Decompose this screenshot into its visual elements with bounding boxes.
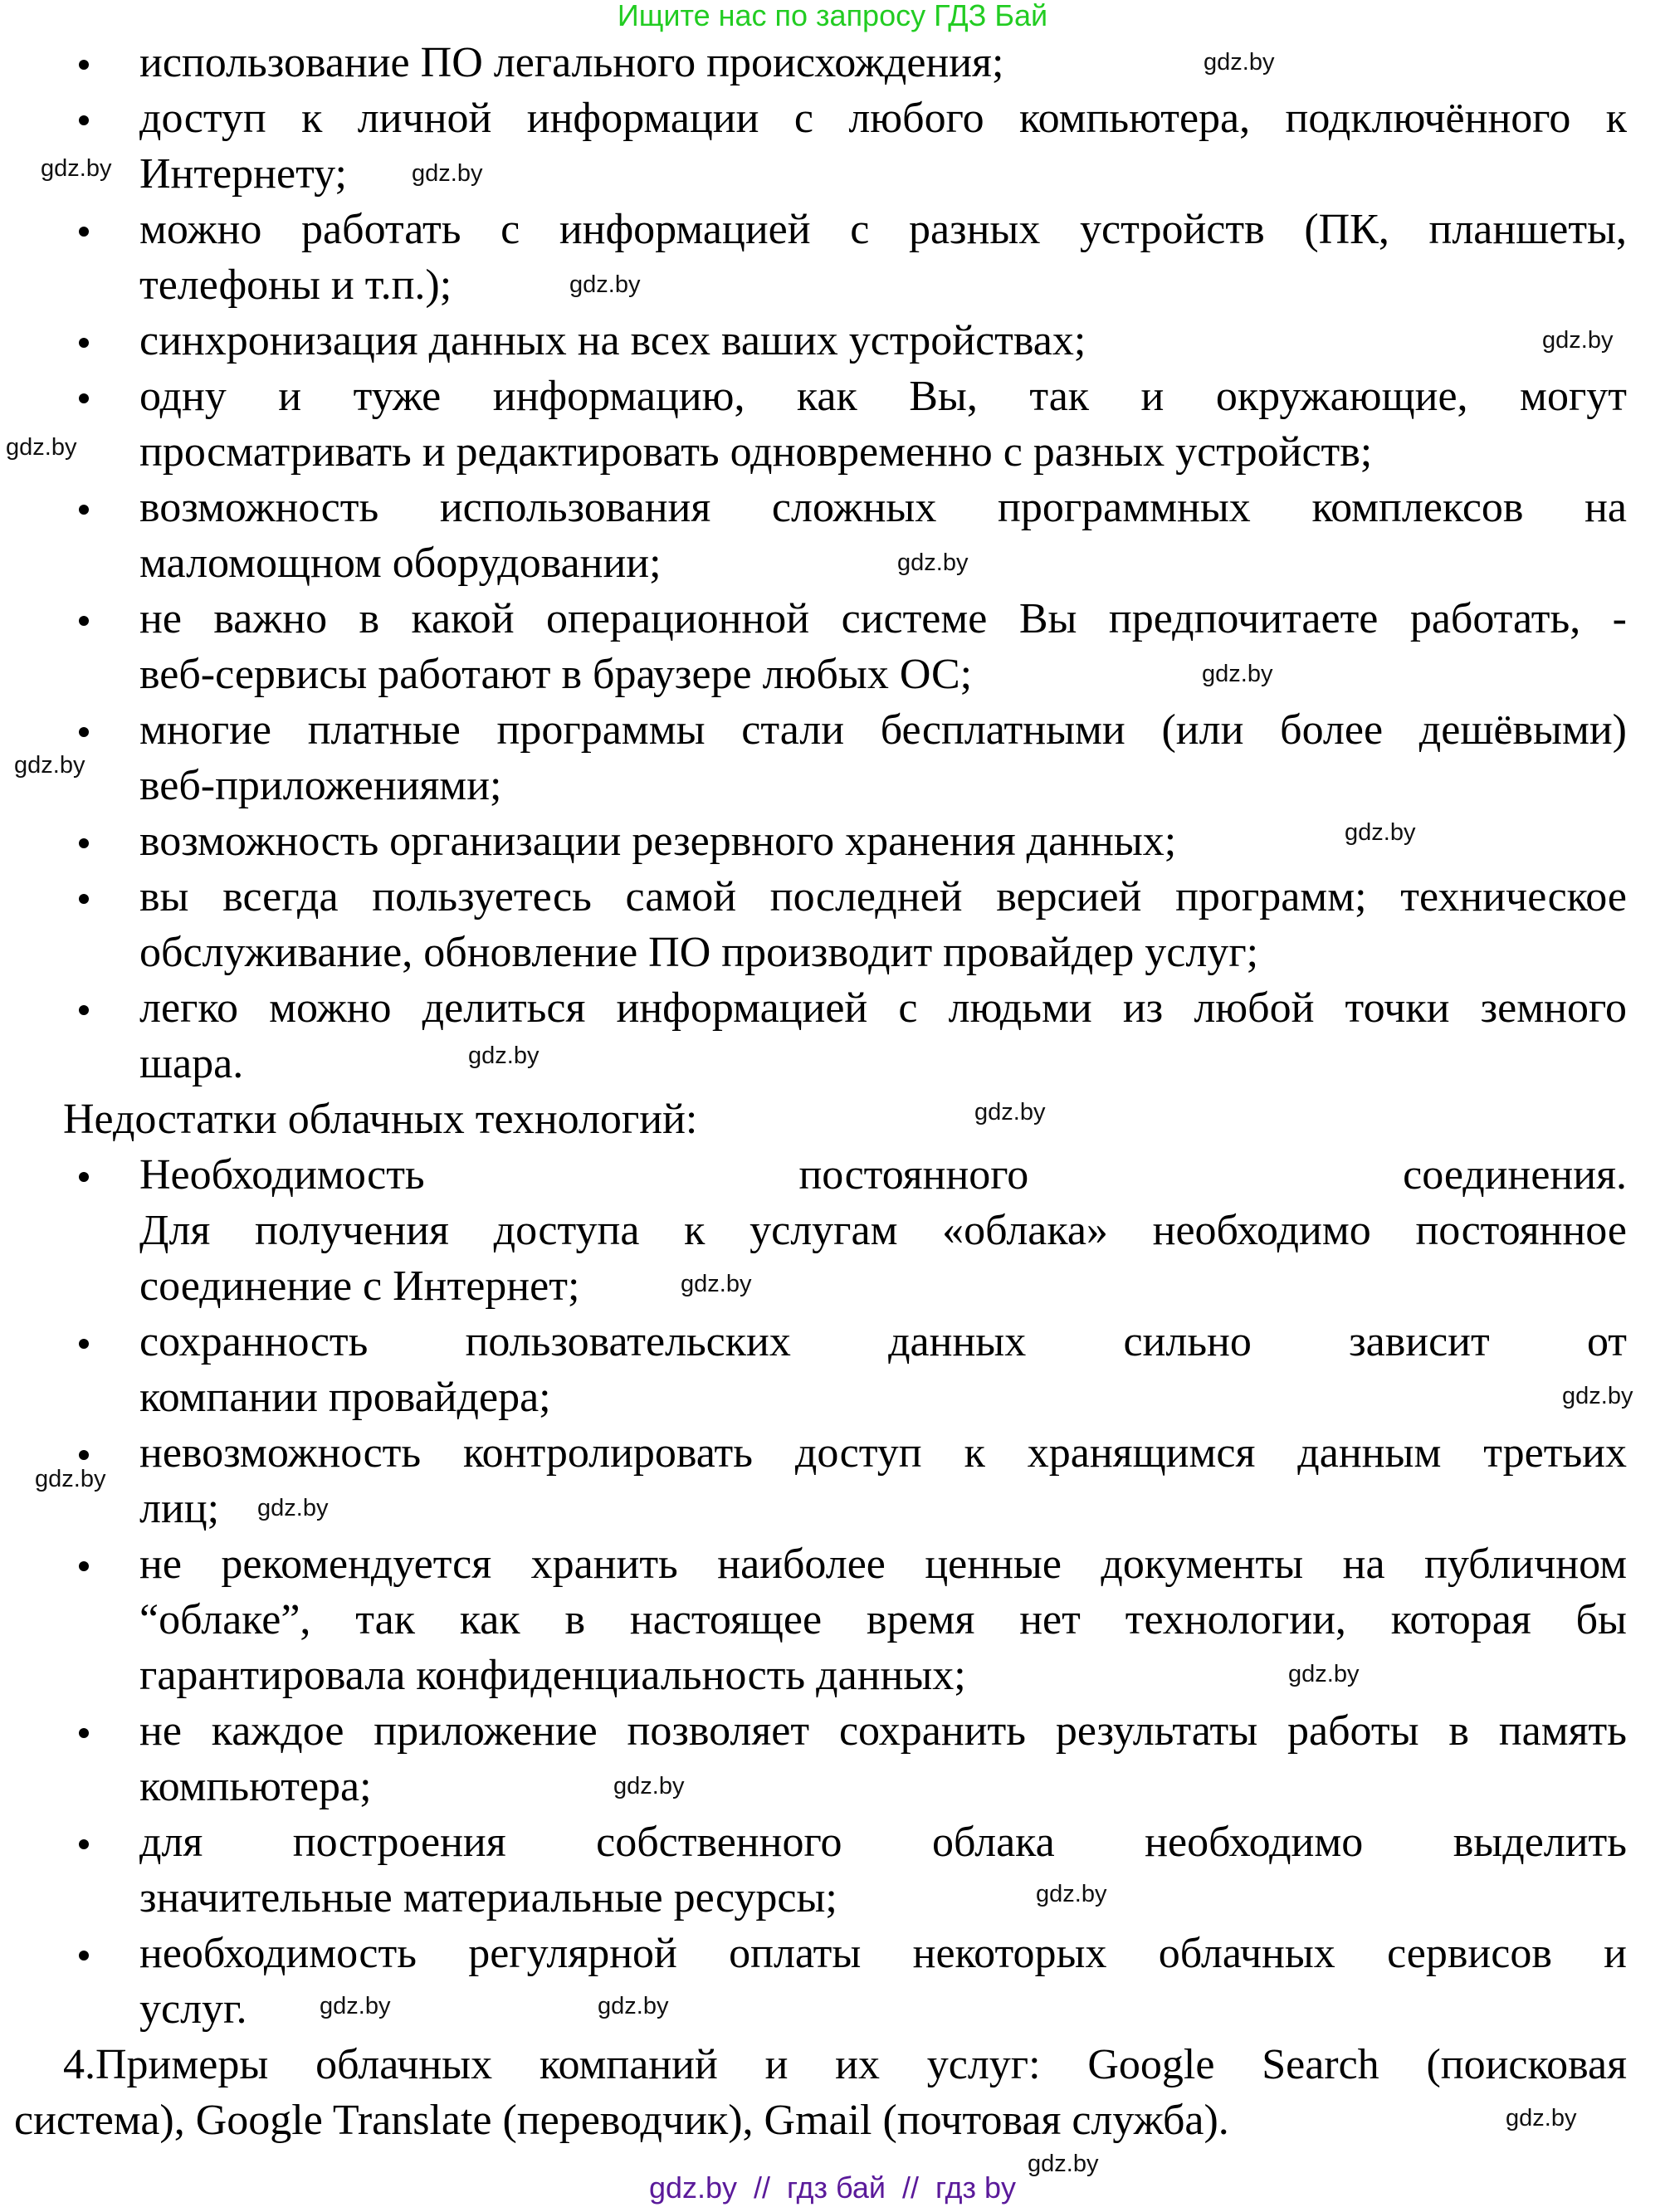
list-item-line: синхронизация данных на всех ваших устройствах; (139, 317, 1086, 364)
list-item-line: сохранность пользовательских данных сильно зависит от (139, 1318, 1627, 1365)
list-item (0, 480, 1665, 591)
list-item-line: можно работать с информацией с разных устройств (ПК, планшеты, (139, 206, 1627, 253)
bullet-icon (79, 894, 89, 904)
list-item (0, 1703, 1665, 1814)
watermark: gdz.by (613, 1773, 685, 1799)
bullet-icon (79, 505, 89, 515)
examples-paragraph (0, 2037, 1665, 2148)
list-item-line: значительные материальные ресурсы; (139, 1874, 837, 1921)
list-item-line: не каждое приложение позволяет сохранить результаты работы в память (139, 1707, 1627, 1755)
list-item-line: веб-приложениями; (139, 762, 502, 809)
watermark: gdz.by (681, 1271, 752, 1297)
bullet-icon (79, 60, 89, 70)
bullet-icon (79, 115, 89, 125)
bullet-icon (79, 1172, 89, 1182)
watermark: gdz.by (1288, 1661, 1360, 1687)
watermark: gdz.by (569, 271, 641, 298)
list-item (0, 202, 1665, 313)
list-item-line: невозможность контролировать доступ к хранящимся данным третьих (139, 1429, 1627, 1477)
examples-line: система), Google Translate (переводчик), Gmail (почтовая служба). (14, 2097, 1229, 2144)
list-item (0, 313, 1665, 369)
list-item-line: просматривать и редактировать одновременно с разных устройств; (139, 428, 1373, 476)
list-item (0, 869, 1665, 980)
list-item-line: услуг. (139, 1985, 247, 2033)
list-item (0, 1314, 1665, 1425)
list-item (0, 90, 1665, 202)
bullet-icon (79, 727, 89, 737)
bullet-icon (79, 1839, 89, 1849)
footer-banner-text: gdz.by // гдз бай // гдз by (648, 2170, 1017, 2205)
list-item (0, 1814, 1665, 1926)
bullet-icon (79, 393, 89, 403)
watermark: gdz.by (6, 434, 77, 461)
list-item (0, 35, 1665, 90)
watermark: gdz.by (412, 160, 483, 187)
list-item (0, 702, 1665, 813)
list-item (0, 369, 1665, 480)
list-item-line: обслуживание, обновление ПО производит провайдер услуг; (139, 929, 1259, 976)
header-banner-text: Ищите нас по запросу ГДЗ Бай (617, 0, 1048, 32)
list-item-line: лиц; (139, 1485, 220, 1532)
watermark: gdz.by (1506, 2105, 1577, 2131)
header-banner (0, 0, 1665, 32)
bullet-icon (79, 1728, 89, 1738)
list-item-line: телефоны и т.п.); (139, 261, 452, 309)
watermark: gdz.by (897, 549, 969, 576)
watermark: gdz.by (35, 1466, 106, 1492)
list-item-line: вы всегда пользуетесь самой последней версией программ; техническое (139, 873, 1627, 920)
list-item-line: “облаке”, так как в настоящее время нет технологии, которая бы (139, 1596, 1627, 1643)
list-item (0, 1425, 1665, 1536)
disadvantages-heading-row (0, 1091, 1665, 1147)
watermark: gdz.by (1562, 1383, 1633, 1409)
watermark: gdz.by (1345, 819, 1416, 846)
bullet-icon (79, 338, 89, 348)
list-item-line: веб-сервисы работают в браузере любых ОС; (139, 651, 973, 698)
watermark: gdz.by (1202, 661, 1273, 687)
watermark: gdz.by (41, 155, 112, 182)
bullet-icon (79, 1339, 89, 1349)
list-item-line: необходимость регулярной оплаты некоторых облачных сервисов и (139, 1930, 1627, 1977)
list-item (0, 591, 1665, 702)
list-item-line: не рекомендуется хранить наиболее ценные документы на публичном (139, 1541, 1627, 1588)
list-item-line: не важно в какой операционной системе Вы предпочитаете работать, - (139, 595, 1627, 642)
list-item-line: Необходимость постоянного соединения. (139, 1151, 1627, 1199)
disadvantages-heading: Недостатки облачных технологий: (63, 1096, 698, 1143)
watermark: gdz.by (598, 1993, 669, 2019)
list-item-line: Для получения доступа к услугам «облака» необходимо постоянное (139, 1207, 1627, 1254)
list-item-line: соединение с Интернет; (139, 1262, 580, 1310)
disadvantages-list (0, 1147, 1665, 2037)
list-item-line: возможность организации резервного хранения данных; (139, 818, 1177, 865)
watermark: gdz.by (257, 1495, 329, 1521)
list-item-line: маломощном оборудовании; (139, 540, 662, 587)
watermark: gdz.by (1036, 1881, 1107, 1907)
watermark: gdz.by (1204, 49, 1275, 76)
watermark: gdz.by (1028, 2151, 1099, 2177)
bullet-icon (79, 838, 89, 848)
list-item-line: шара. (139, 1040, 244, 1087)
list-item-line: для построения собственного облака необходимо выделить (139, 1819, 1627, 1866)
footer-banner (0, 2171, 1665, 2205)
list-item-line: многие платные программы стали бесплатными (или более дешёвыми) (139, 706, 1627, 754)
bullet-icon (79, 616, 89, 626)
document-body (0, 35, 1665, 2148)
list-item-line: компьютера; (139, 1763, 372, 1810)
watermark: gdz.by (14, 752, 85, 779)
bullet-icon (79, 1005, 89, 1015)
list-item-line: возможность использования сложных программных комплексов на (139, 484, 1627, 531)
advantages-list (0, 35, 1665, 1091)
list-item (0, 1926, 1665, 2037)
list-item-line: компании провайдера; (139, 1374, 551, 1421)
list-item-line: легко можно делиться информацией с людьми из любой точки земного (139, 984, 1627, 1032)
list-item-line: гарантировала конфиденциальность данных; (139, 1652, 966, 1699)
list-item (0, 1147, 1665, 1314)
watermark: gdz.by (1542, 327, 1614, 354)
list-item-line: Интернету; (139, 150, 347, 198)
bullet-icon (79, 1561, 89, 1571)
bullet-icon (79, 1450, 89, 1460)
list-item-line: доступ к личной информации с любого компьютера, подключённого к (139, 95, 1627, 142)
bullet-icon (79, 1951, 89, 1961)
bullet-icon (79, 227, 89, 237)
watermark: gdz.by (468, 1043, 540, 1069)
list-item (0, 1536, 1665, 1703)
watermark: gdz.by (974, 1099, 1046, 1126)
list-item-line: одну и туже информацию, как Вы, так и окружающие, могут (139, 373, 1627, 420)
examples-line: 4.Примеры облачных компаний и их услуг: Google Search (поисковая (63, 2041, 1627, 2088)
watermark: gdz.by (320, 1993, 391, 2019)
list-item (0, 980, 1665, 1091)
list-item-line: использование ПО легального происхождения; (139, 39, 1004, 86)
